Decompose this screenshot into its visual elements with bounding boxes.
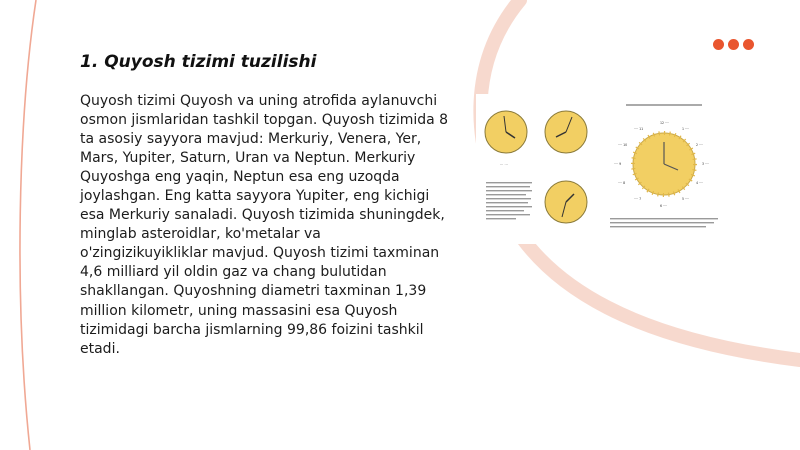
large-clock-caption bbox=[610, 218, 718, 227]
svg-text:3 ····: 3 ···· bbox=[702, 162, 710, 166]
svg-text:1 ····: 1 ···· bbox=[682, 127, 690, 131]
slide-paragraph: Quyosh tizimi Quyosh va uning atrofida aylanuvchi osmon jismlaridan tashkil topgan. Quyosh tizimida 8 ta asosiy sayyora mavjud: Merkuriy, Venera, Yer, Mars, Yupiter, Saturn, Uran va Neptun. Merkuriy Quyoshga eng yaqin, Neptun esa eng uzoqda joylashgan. Eng katta sayyora Yupiter, eng kichigi esa Merkuriy sanaladi. Quyosh tizimida shuningdek, minglab asteroidlar, ko'metalar va o'zingizikuyikliklar mavjud. Quyosh tizimi taxminan 4,6 milliard yil oldin gaz va chang bulutidan shakllangan. Quyoshning diametri taxminan 1,39 million kilometr, uning massasini esa Quyosh tizimidagi barcha jismlarning 99,86 foizini tashkil etadi. bbox=[80, 93, 449, 357]
small-clock-2 bbox=[545, 111, 587, 153]
svg-text:···· 9: ···· 9 bbox=[614, 162, 622, 166]
svg-text:6 ····: 6 ···· bbox=[660, 204, 668, 208]
small-clock-3 bbox=[545, 181, 587, 223]
dot bbox=[728, 39, 739, 50]
caption-text-lines bbox=[486, 182, 532, 219]
svg-text:5 ····: 5 ···· bbox=[682, 197, 690, 201]
svg-text:4 ····: 4 ···· bbox=[696, 181, 704, 185]
slide-dots-decoration bbox=[713, 39, 754, 50]
dot bbox=[713, 39, 724, 50]
slide-title: 1. Quyosh tizimi tuzilishi bbox=[80, 52, 317, 72]
svg-text:···· 8: ···· 8 bbox=[618, 181, 626, 185]
svg-text:···· 10: ···· 10 bbox=[618, 143, 628, 147]
svg-text:···· 7: ···· 7 bbox=[634, 197, 642, 201]
svg-text:···· 11: ···· 11 bbox=[634, 127, 644, 131]
small-clock-1 bbox=[485, 111, 527, 167]
clock-diagram-image bbox=[476, 94, 730, 244]
large-clock bbox=[614, 104, 709, 208]
svg-text:2 ····: 2 ···· bbox=[696, 143, 704, 147]
svg-text:12 ····: 12 ···· bbox=[660, 121, 670, 125]
svg-text:··· ···: ··· ··· bbox=[500, 163, 508, 167]
dot bbox=[743, 39, 754, 50]
clock-diagram-graphic bbox=[476, 94, 730, 244]
